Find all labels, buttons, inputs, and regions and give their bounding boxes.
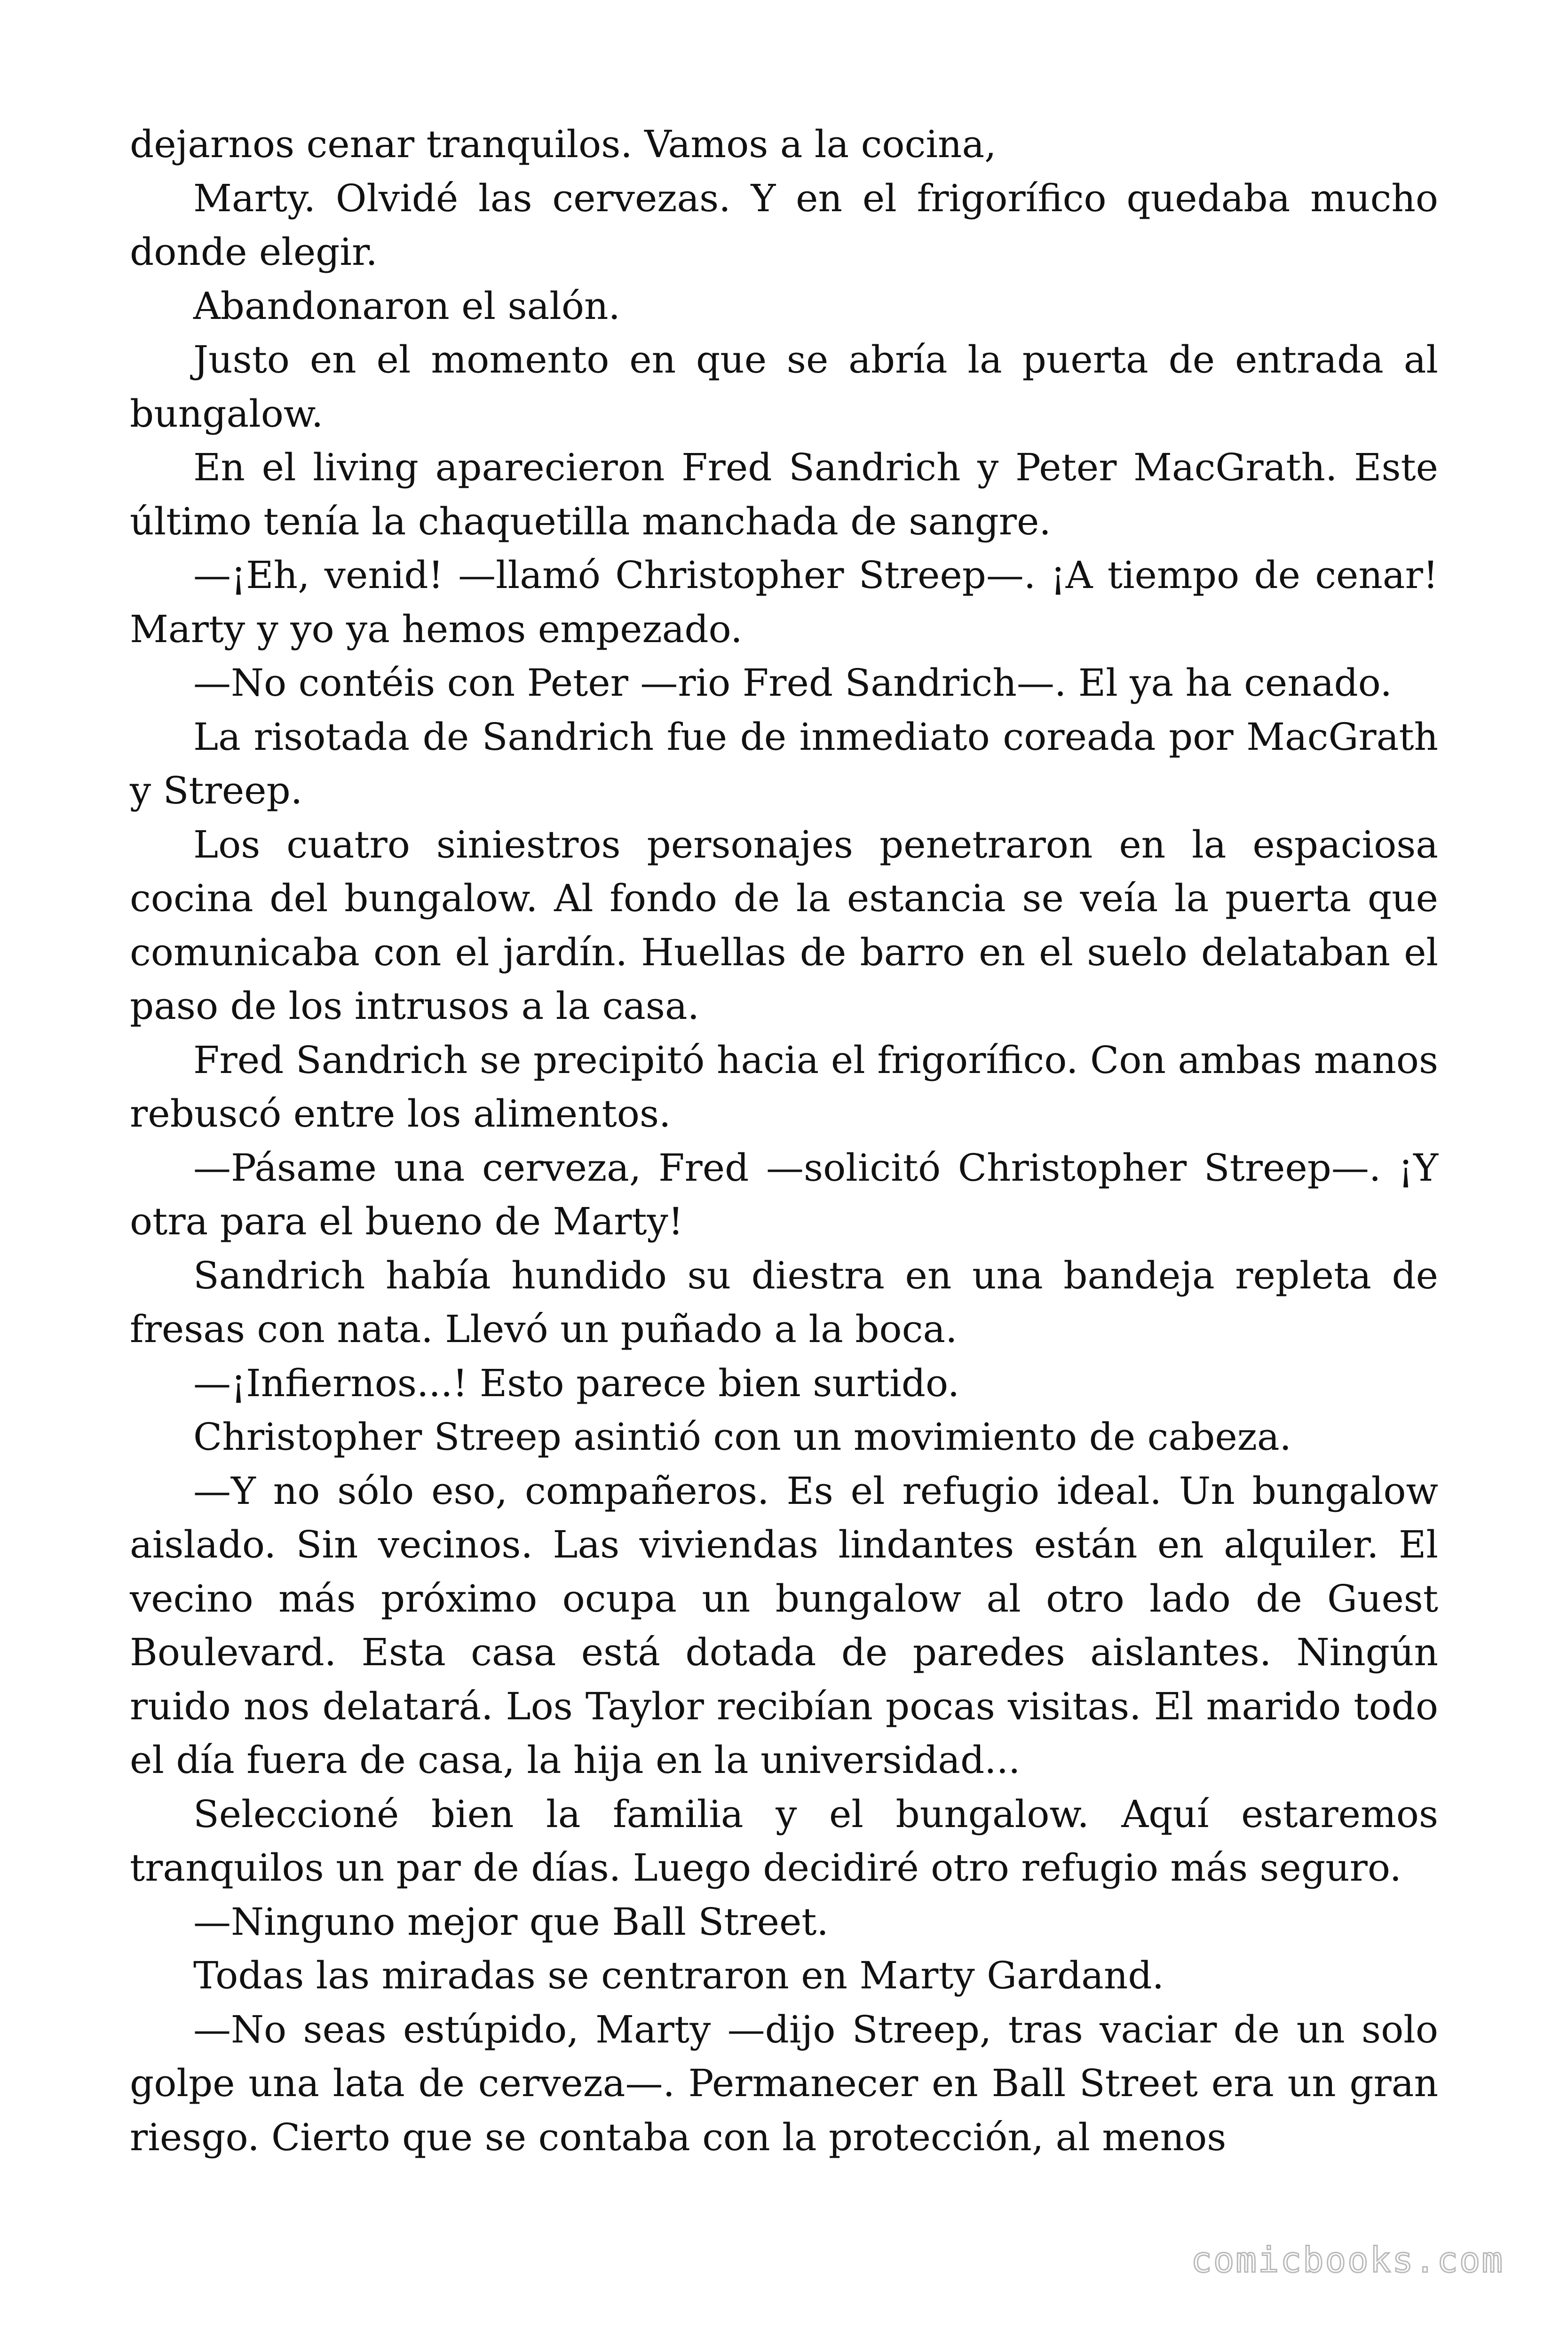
paragraph: La risotada de Sandrich fue de inmediato coreada por MacGrath y Streep. bbox=[130, 715, 1438, 812]
paragraph: dejarnos cenar tranquilos. Vamos a la cocina, bbox=[130, 122, 997, 166]
paragraph: Seleccioné bien la familia y el bungalow. Aquí estaremos tranquilos un par de días. Luego decidiré otro refugio más seguro. bbox=[130, 1792, 1438, 1890]
paragraph: Marty. Olvidé las cervezas. Y en el frigorífico quedaba mucho donde elegir. bbox=[130, 176, 1438, 274]
paragraph: En el living aparecieron Fred Sandrich y Peter MacGrath. Este último tenía la chaquetilla manchada de sangre. bbox=[130, 445, 1438, 543]
paragraph: Todas las miradas se centraron en Marty Gardand. bbox=[193, 1954, 1164, 1997]
paragraph: —Ninguno mejor que Ball Street. bbox=[193, 1899, 829, 1944]
paragraph: —No contéis con Peter —rio Fred Sandrich—. El ya ha cenado. bbox=[193, 661, 1392, 705]
paragraph: Fred Sandrich se precipitó hacia el frigorífico. Con ambas manos rebuscó entre los alimentos. bbox=[130, 1038, 1438, 1136]
paragraph: Abandonaron el salón. bbox=[193, 284, 620, 328]
paragraph: —¡Eh, venid! —llamó Christopher Streep—. ¡A tiempo de cenar! Marty y yo ya hemos empezado. bbox=[130, 553, 1438, 651]
paragraph: Justo en el momento en que se abría la puerta de entrada al bungalow. bbox=[130, 338, 1438, 436]
paragraph: Sandrich había hundido su diestra en una bandeja repleta de fresas con nata. Llevó un puñado a la boca. bbox=[130, 1253, 1438, 1351]
paragraph: Los cuatro siniestros personajes penetraron en la espaciosa cocina del bungalow. Al fondo de la estancia se veía la puerta que comunicaba con el jardín. Huellas de barro en el suelo delataban el paso de los intrusos a la casa. bbox=[130, 822, 1438, 1028]
paragraph: —No seas estúpido, Marty —dijo Streep, tras vaciar de un solo golpe una lata de cerveza—. Permanecer en Ball Street era un gran riesgo. Cierto que se contaba con la protección, al menos bbox=[130, 2007, 1438, 2159]
paragraph: —Y no sólo eso, compañeros. Es el refugio ideal. Un bungalow aislado. Sin vecinos. Las viviendas lindantes están en alquiler. El vecino más próximo ocupa un bungalow al otro lado de Guest Boulevard. Esta casa está dotada de paredes aislantes. Ningún ruido nos delatará. Los Taylor recibían pocas visitas. El marido todo el día fuera de casa, la hija en la universidad... bbox=[130, 1469, 1438, 1782]
body-text bbox=[130, 118, 1438, 2164]
paragraph: —¡Infiernos...! Esto parece bien surtido. bbox=[193, 1361, 960, 1405]
watermark: comicbooks.com bbox=[1191, 2240, 1504, 2280]
paragraph: —Pásame una cerveza, Fred —solicitó Christopher Streep—. ¡Y otra para el bueno de Marty! bbox=[130, 1145, 1438, 1243]
paragraph: Christopher Streep asintió con un movimiento de cabeza. bbox=[193, 1415, 1291, 1459]
